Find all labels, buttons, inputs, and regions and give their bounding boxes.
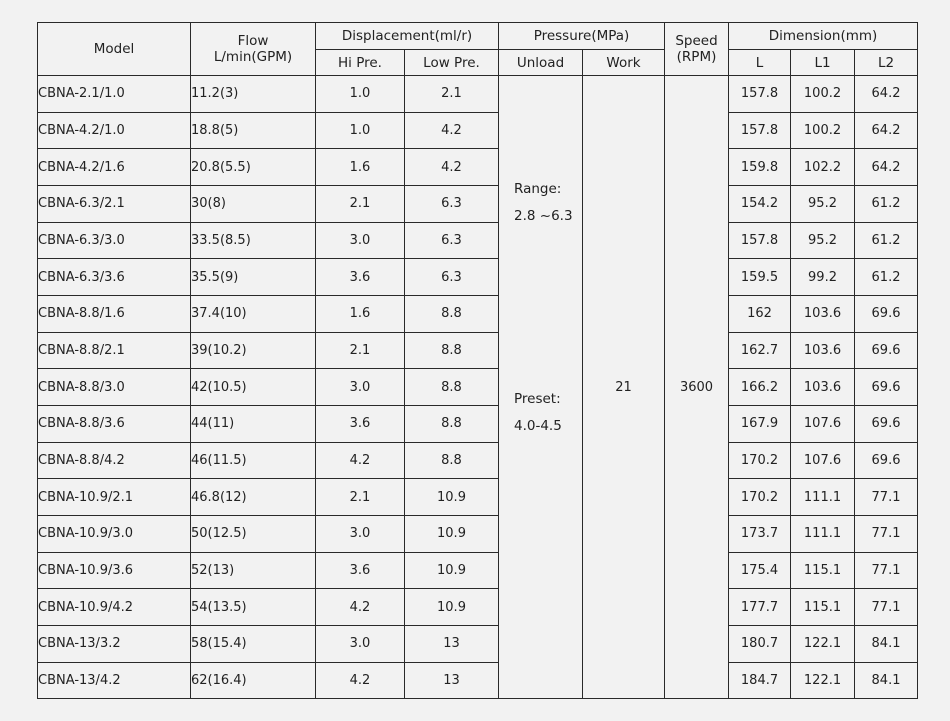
hi-pre-cell: 2.1: [316, 185, 405, 222]
dim-l-cell: 177.7: [729, 589, 791, 626]
dim-l1-cell: 100.2: [791, 76, 855, 113]
flow-cell: 46.8(12): [191, 479, 316, 516]
flow-cell: 62(16.4): [191, 662, 316, 699]
flow-cell: 20.8(5.5): [191, 149, 316, 186]
unload-preset-label: Preset:: [514, 391, 561, 407]
flow-cell: 52(13): [191, 552, 316, 589]
dim-l-cell: 175.4: [729, 552, 791, 589]
low-pre-cell: 10.9: [405, 552, 499, 589]
model-cell: CBNA-10.9/2.1: [38, 479, 191, 516]
dim-l-cell: 162.7: [729, 332, 791, 369]
table-row: [38, 442, 918, 479]
dim-l1-cell: 107.6: [791, 442, 855, 479]
table-row: [38, 332, 918, 369]
low-pre-cell: 8.8: [405, 405, 499, 442]
dim-l-cell: 170.2: [729, 442, 791, 479]
header-hi-pre: Hi Pre.: [316, 50, 405, 76]
dim-l-cell: 159.8: [729, 149, 791, 186]
model-cell: CBNA-2.1/1.0: [38, 76, 191, 113]
model-cell: CBNA-13/4.2: [38, 662, 191, 699]
hi-pre-cell: 4.2: [316, 662, 405, 699]
flow-cell: 50(12.5): [191, 515, 316, 552]
low-pre-cell: 10.9: [405, 515, 499, 552]
dim-l1-cell: 103.6: [791, 295, 855, 332]
unload-preset-value: 4.0-4.5: [514, 418, 562, 434]
dim-l2-cell: 64.2: [855, 76, 918, 113]
dim-l1-cell: 100.2: [791, 112, 855, 149]
low-pre-cell: 2.1: [405, 76, 499, 113]
table-row: [38, 479, 918, 516]
hi-pre-cell: 4.2: [316, 442, 405, 479]
dim-l1-cell: 122.1: [791, 662, 855, 699]
dim-l-cell: 167.9: [729, 405, 791, 442]
dim-l-cell: 159.5: [729, 259, 791, 296]
unload-range-label: Range:: [514, 181, 562, 197]
dim-l1-cell: 107.6: [791, 405, 855, 442]
hi-pre-cell: 2.1: [316, 479, 405, 516]
header-l1: L1: [791, 50, 855, 76]
hi-pre-cell: 2.1: [316, 332, 405, 369]
flow-cell: 35.5(9): [191, 259, 316, 296]
model-cell: CBNA-8.8/3.6: [38, 405, 191, 442]
model-cell: CBNA-8.8/2.1: [38, 332, 191, 369]
dim-l1-cell: 95.2: [791, 222, 855, 259]
header-work: Work: [583, 50, 665, 76]
flow-cell: 54(13.5): [191, 589, 316, 626]
hi-pre-cell: 1.0: [316, 76, 405, 113]
model-cell: CBNA-4.2/1.6: [38, 149, 191, 186]
unload-preset: [514, 386, 562, 440]
header-speed-line2: (RPM): [676, 49, 717, 65]
hi-pre-cell: 1.6: [316, 295, 405, 332]
flow-cell: 44(11): [191, 405, 316, 442]
speed-cell: 3600: [665, 76, 729, 699]
table-row: [38, 222, 918, 259]
dim-l1-cell: 111.1: [791, 515, 855, 552]
dim-l2-cell: 61.2: [855, 259, 918, 296]
table-row: [38, 625, 918, 662]
table-row: [38, 369, 918, 406]
table-row: [38, 76, 918, 113]
dim-l-cell: 162: [729, 295, 791, 332]
dim-l1-cell: 95.2: [791, 185, 855, 222]
unload-range-value: 2.8 ~6.3: [514, 208, 573, 224]
dim-l2-cell: 84.1: [855, 625, 918, 662]
hi-pre-cell: 1.6: [316, 149, 405, 186]
dim-l1-cell: 103.6: [791, 332, 855, 369]
hi-pre-cell: 3.0: [316, 625, 405, 662]
low-pre-cell: 8.8: [405, 442, 499, 479]
low-pre-cell: 8.8: [405, 332, 499, 369]
hi-pre-cell: 3.6: [316, 552, 405, 589]
table-body: [38, 76, 918, 699]
table-row: [38, 259, 918, 296]
dim-l2-cell: 64.2: [855, 112, 918, 149]
header-speed-line1: Speed: [675, 33, 718, 49]
model-cell: CBNA-6.3/2.1: [38, 185, 191, 222]
dim-l-cell: 173.7: [729, 515, 791, 552]
flow-cell: 58(15.4): [191, 625, 316, 662]
flow-cell: 42(10.5): [191, 369, 316, 406]
dim-l2-cell: 64.2: [855, 149, 918, 186]
dim-l-cell: 157.8: [729, 112, 791, 149]
dim-l2-cell: 69.6: [855, 442, 918, 479]
hi-pre-cell: 3.0: [316, 369, 405, 406]
hi-pre-cell: 1.0: [316, 112, 405, 149]
low-pre-cell: 10.9: [405, 589, 499, 626]
dim-l2-cell: 77.1: [855, 589, 918, 626]
flow-cell: 18.8(5): [191, 112, 316, 149]
dim-l2-cell: 69.6: [855, 332, 918, 369]
work-pressure-cell: 21: [583, 76, 665, 699]
dim-l2-cell: 77.1: [855, 552, 918, 589]
flow-cell: 39(10.2): [191, 332, 316, 369]
dim-l1-cell: 115.1: [791, 589, 855, 626]
table-row: [38, 295, 918, 332]
model-cell: CBNA-8.8/3.0: [38, 369, 191, 406]
dim-l2-cell: 69.6: [855, 295, 918, 332]
dim-l1-cell: 103.6: [791, 369, 855, 406]
dim-l1-cell: 99.2: [791, 259, 855, 296]
model-cell: CBNA-10.9/4.2: [38, 589, 191, 626]
dim-l-cell: 180.7: [729, 625, 791, 662]
dim-l-cell: 170.2: [729, 479, 791, 516]
dim-l2-cell: 61.2: [855, 222, 918, 259]
header-pressure: Pressure(MPa): [499, 23, 665, 50]
header-dimension: Dimension(mm): [729, 23, 918, 50]
hi-pre-cell: 3.6: [316, 259, 405, 296]
header-model: Model: [38, 23, 191, 76]
model-cell: CBNA-10.9/3.6: [38, 552, 191, 589]
table-row: [38, 185, 918, 222]
dim-l-cell: 166.2: [729, 369, 791, 406]
header-low-pre: Low Pre.: [405, 50, 499, 76]
flow-cell: 46(11.5): [191, 442, 316, 479]
hi-pre-cell: 3.6: [316, 405, 405, 442]
model-cell: CBNA-8.8/4.2: [38, 442, 191, 479]
low-pre-cell: 6.3: [405, 185, 499, 222]
model-cell: CBNA-8.8/1.6: [38, 295, 191, 332]
unload-range: [514, 176, 573, 230]
unload-cell: [499, 76, 583, 699]
dim-l1-cell: 122.1: [791, 625, 855, 662]
low-pre-cell: 8.8: [405, 369, 499, 406]
table-header: [38, 23, 918, 76]
table-row: [38, 552, 918, 589]
flow-cell: 37.4(10): [191, 295, 316, 332]
dim-l-cell: 154.2: [729, 185, 791, 222]
model-cell: CBNA-10.9/3.0: [38, 515, 191, 552]
table-row: [38, 589, 918, 626]
dim-l2-cell: 69.6: [855, 405, 918, 442]
header-flow: [191, 23, 316, 76]
table-row: [38, 112, 918, 149]
dim-l-cell: 157.8: [729, 76, 791, 113]
low-pre-cell: 6.3: [405, 259, 499, 296]
low-pre-cell: 6.3: [405, 222, 499, 259]
model-cell: CBNA-4.2/1.0: [38, 112, 191, 149]
hi-pre-cell: 3.0: [316, 222, 405, 259]
dim-l2-cell: 77.1: [855, 515, 918, 552]
header-displacement: Displacement(ml/r): [316, 23, 499, 50]
low-pre-cell: 10.9: [405, 479, 499, 516]
header-l2: L2: [855, 50, 918, 76]
table-row: [38, 149, 918, 186]
header-l: L: [729, 50, 791, 76]
unload-content: [499, 76, 582, 698]
low-pre-cell: 4.2: [405, 149, 499, 186]
pump-spec-table: [37, 22, 918, 699]
dim-l2-cell: 77.1: [855, 479, 918, 516]
model-cell: CBNA-13/3.2: [38, 625, 191, 662]
header-flow-line2: L/min(GPM): [213, 49, 293, 65]
hi-pre-cell: 3.0: [316, 515, 405, 552]
header-unload: Unload: [499, 50, 583, 76]
dim-l2-cell: 61.2: [855, 185, 918, 222]
dim-l1-cell: 111.1: [791, 479, 855, 516]
table-row: [38, 405, 918, 442]
flow-cell: 30(8): [191, 185, 316, 222]
low-pre-cell: 13: [405, 662, 499, 699]
dim-l1-cell: 115.1: [791, 552, 855, 589]
flow-cell: 33.5(8.5): [191, 222, 316, 259]
dim-l-cell: 184.7: [729, 662, 791, 699]
header-flow-line1: Flow: [237, 33, 269, 49]
low-pre-cell: 8.8: [405, 295, 499, 332]
model-cell: CBNA-6.3/3.6: [38, 259, 191, 296]
flow-cell: 11.2(3): [191, 76, 316, 113]
header-speed: [665, 23, 729, 76]
hi-pre-cell: 4.2: [316, 589, 405, 626]
table-row: [38, 515, 918, 552]
table-row: [38, 662, 918, 699]
dim-l-cell: 157.8: [729, 222, 791, 259]
low-pre-cell: 4.2: [405, 112, 499, 149]
model-cell: CBNA-6.3/3.0: [38, 222, 191, 259]
low-pre-cell: 13: [405, 625, 499, 662]
dim-l2-cell: 69.6: [855, 369, 918, 406]
dim-l1-cell: 102.2: [791, 149, 855, 186]
dim-l2-cell: 84.1: [855, 662, 918, 699]
